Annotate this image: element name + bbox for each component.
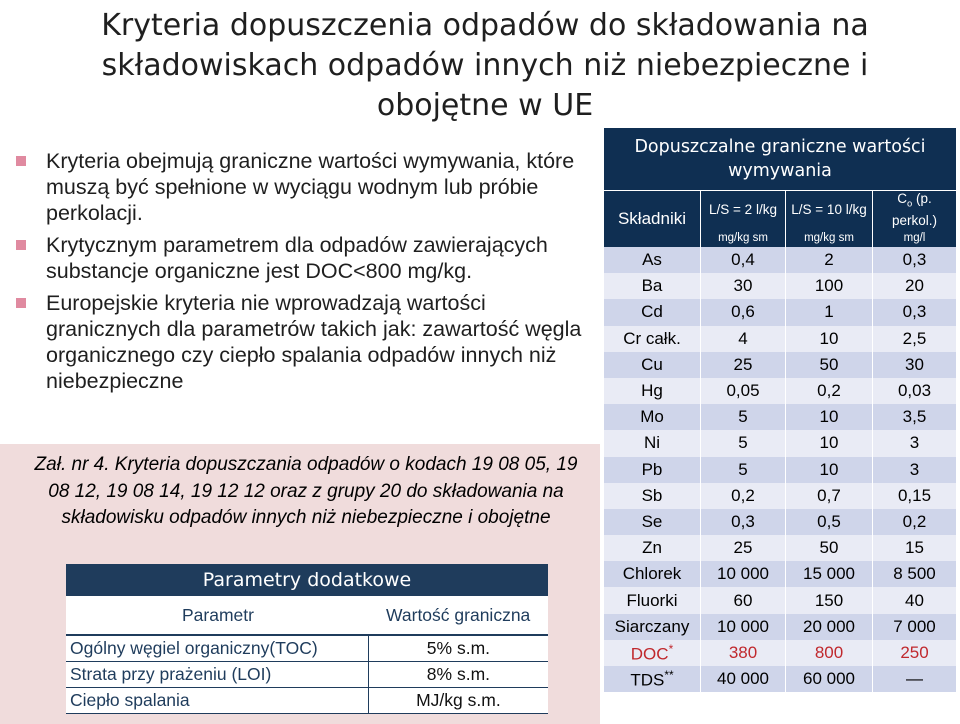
- limit-value: 250: [873, 640, 957, 666]
- limit-value: 3: [873, 430, 957, 456]
- component-name: [604, 352, 701, 378]
- limits-title: Dopuszczalne graniczne wartości wymywania: [604, 128, 956, 191]
- limit-value: 50: [786, 352, 873, 378]
- limit-value: 4: [701, 326, 786, 352]
- square-bullet-icon: [16, 240, 26, 250]
- annex-note-text: Zał. nr 4. Kryteria dopuszczania odpadów o kodach 19 08 05, 19 08 12, 19 08 14, 19 12 12 oraz z grupy 20 do składowania na składowisku odpadów innych niż niebezpieczne i obojętne: [34, 454, 578, 528]
- limits-col-component: Składniki: [604, 191, 701, 248]
- limit-value: 30: [873, 352, 957, 378]
- limits-unit: mg/kg sm: [701, 229, 786, 247]
- params-header-row: [66, 596, 548, 635]
- square-bullet-icon: [16, 298, 26, 308]
- table-row: [604, 299, 956, 325]
- component-label: Mo: [640, 407, 664, 427]
- limit-value: 7 000: [873, 614, 957, 640]
- limit-value: 2: [786, 247, 873, 273]
- component-label: Ni: [643, 433, 661, 453]
- table-row: [604, 640, 956, 666]
- limits-col-c0: $C_o$ (p. perkol.): [873, 191, 957, 230]
- limits-body: [604, 247, 956, 692]
- component-name: [604, 614, 701, 640]
- table-row: [66, 635, 548, 662]
- limit-value: 10: [786, 430, 873, 456]
- table-row: [66, 688, 548, 714]
- component-label: Se: [641, 511, 663, 531]
- table-row: [604, 614, 956, 640]
- limit-value: 0,15: [873, 483, 957, 509]
- component-name: [604, 299, 701, 325]
- component-label: As: [642, 250, 662, 270]
- component-label: Sb: [641, 485, 663, 505]
- limit-value: 50: [786, 535, 873, 561]
- table-row: [604, 273, 956, 299]
- limit-value: 5: [701, 457, 786, 483]
- limit-value: 0,2: [701, 483, 786, 509]
- additional-parameters-table: [66, 564, 548, 714]
- limit-value: 0,05: [701, 378, 786, 404]
- param-name: Strata przy prażeniu (LOI): [66, 662, 368, 688]
- limit-value: 10: [786, 326, 873, 352]
- limit-value: 20 000: [786, 614, 873, 640]
- params-col-value: Wartość graniczna: [368, 596, 548, 635]
- limit-value: 60: [701, 587, 786, 613]
- table-row: [604, 430, 956, 456]
- component-label: Pb: [641, 459, 663, 479]
- component-label: DOC: [630, 644, 669, 664]
- limit-value: 3: [873, 457, 957, 483]
- bullet-item: [8, 148, 598, 226]
- limit-value: 0,7: [786, 483, 873, 509]
- component-name: [604, 587, 701, 613]
- component-label: Cr całk.: [623, 328, 681, 348]
- component-name: [604, 535, 701, 561]
- component-name: [604, 483, 701, 509]
- limit-value: 0,4: [701, 247, 786, 273]
- bullet-text: Kryteria obejmują graniczne wartości wymywania, które muszą być spełnione w wyciągu wodnym lub próbie perkolacji.: [46, 149, 575, 225]
- limit-value: 0,6: [701, 299, 786, 325]
- component-name: [604, 666, 701, 692]
- component-label: TDS: [630, 670, 665, 690]
- component-label: Ba: [641, 276, 663, 296]
- table-row: [604, 535, 956, 561]
- limits-unit: mg/l: [873, 229, 957, 247]
- component-label: Fluorki: [626, 590, 678, 610]
- component-label: Zn: [642, 538, 662, 558]
- params-title-row: [66, 564, 548, 596]
- limit-value: 2,5: [873, 326, 957, 352]
- limit-value: —: [873, 666, 957, 692]
- component-label: Siarczany: [614, 616, 690, 636]
- table-row: [604, 247, 956, 273]
- limit-value: 0,3: [701, 509, 786, 535]
- table-row: [604, 378, 956, 404]
- component-name: [604, 640, 701, 666]
- limits-unit: mg/kg sm: [786, 229, 873, 247]
- limit-value: 5: [701, 430, 786, 456]
- component-label: Cu: [641, 354, 663, 374]
- params-col-param: Parametr: [66, 596, 368, 635]
- table-row: [604, 404, 956, 430]
- limit-value: 40 000: [701, 666, 786, 692]
- table-row: [604, 483, 956, 509]
- limits-header-row: [604, 191, 956, 230]
- component-label: Chlorek: [622, 564, 682, 584]
- param-value: 5% s.m.: [368, 635, 548, 662]
- param-name: Ciepło spalania: [66, 688, 368, 714]
- param-value: 8% s.m.: [368, 662, 548, 688]
- limit-value: 10 000: [701, 561, 786, 587]
- limit-value: 15 000: [786, 561, 873, 587]
- table-row: [604, 352, 956, 378]
- component-name: [604, 247, 701, 273]
- limit-value: 0,5: [786, 509, 873, 535]
- table-row: [604, 509, 956, 535]
- table-row: [66, 662, 548, 688]
- limit-value: 380: [701, 640, 786, 666]
- limit-value: 0,2: [786, 378, 873, 404]
- leaching-limits-table: [604, 128, 956, 692]
- component-name: [604, 561, 701, 587]
- limits-col-ls10: L/S = 10 l/kg: [786, 191, 873, 230]
- limit-value: 60 000: [786, 666, 873, 692]
- footnote-marker: **: [664, 667, 674, 682]
- bullet-text: Europejskie kryteria nie wprowadzają wartości granicznych dla parametrów takich jak: zawartość węgla organicznego czy ciepło spalania odpadów innych niż niebezpieczne: [46, 291, 582, 393]
- limit-value: 0,2: [873, 509, 957, 535]
- param-name: Ogólny węgiel organiczny(TOC): [66, 635, 368, 662]
- footnote-marker: *: [668, 641, 674, 656]
- limit-value: 3,5: [873, 404, 957, 430]
- component-name: [604, 326, 701, 352]
- limit-value: 20: [873, 273, 957, 299]
- component-name: [604, 273, 701, 299]
- limit-value: 100: [786, 273, 873, 299]
- bullet-list: [8, 148, 598, 400]
- component-name: [604, 457, 701, 483]
- limit-value: 10 000: [701, 614, 786, 640]
- limits-col-ls2: L/S = 2 l/kg: [701, 191, 786, 230]
- limit-value: 1: [786, 299, 873, 325]
- limits-title-row: [604, 128, 956, 191]
- params-title: Parametry dodatkowe: [66, 564, 548, 596]
- limit-value: 800: [786, 640, 873, 666]
- table-row: [604, 326, 956, 352]
- component-name: [604, 430, 701, 456]
- square-bullet-icon: [16, 156, 26, 166]
- limit-value: 10: [786, 404, 873, 430]
- table-row: [604, 457, 956, 483]
- limit-value: 5: [701, 404, 786, 430]
- table-row: [604, 561, 956, 587]
- component-name: [604, 404, 701, 430]
- table-row: [604, 587, 956, 613]
- limit-value: 25: [701, 535, 786, 561]
- limit-value: 15: [873, 535, 957, 561]
- component-name: [604, 509, 701, 535]
- table-row: [604, 666, 956, 692]
- component-name: [604, 378, 701, 404]
- limit-value: 0,3: [873, 299, 957, 325]
- component-label: Cd: [641, 302, 663, 322]
- limit-value: 150: [786, 587, 873, 613]
- limit-value: 0,03: [873, 378, 957, 404]
- limit-value: 30: [701, 273, 786, 299]
- component-label: Hg: [641, 381, 663, 401]
- param-value: MJ/kg s.m.: [368, 688, 548, 714]
- limit-value: 25: [701, 352, 786, 378]
- limit-value: 8 500: [873, 561, 957, 587]
- slide-title: Kryteria dopuszczenia odpadów do składowania na składowiskach odpadów innych niż niebezpieczne i obojętne w UE: [101, 8, 869, 123]
- limit-value: 0,3: [873, 247, 957, 273]
- limit-value: 40: [873, 587, 957, 613]
- bullet-item: [8, 290, 598, 394]
- bullet-text: Krytycznym parametrem dla odpadów zawierających substancje organiczne jest DOC<800 mg/kg.: [46, 233, 548, 283]
- bullet-item: [8, 232, 598, 284]
- limit-value: 10: [786, 457, 873, 483]
